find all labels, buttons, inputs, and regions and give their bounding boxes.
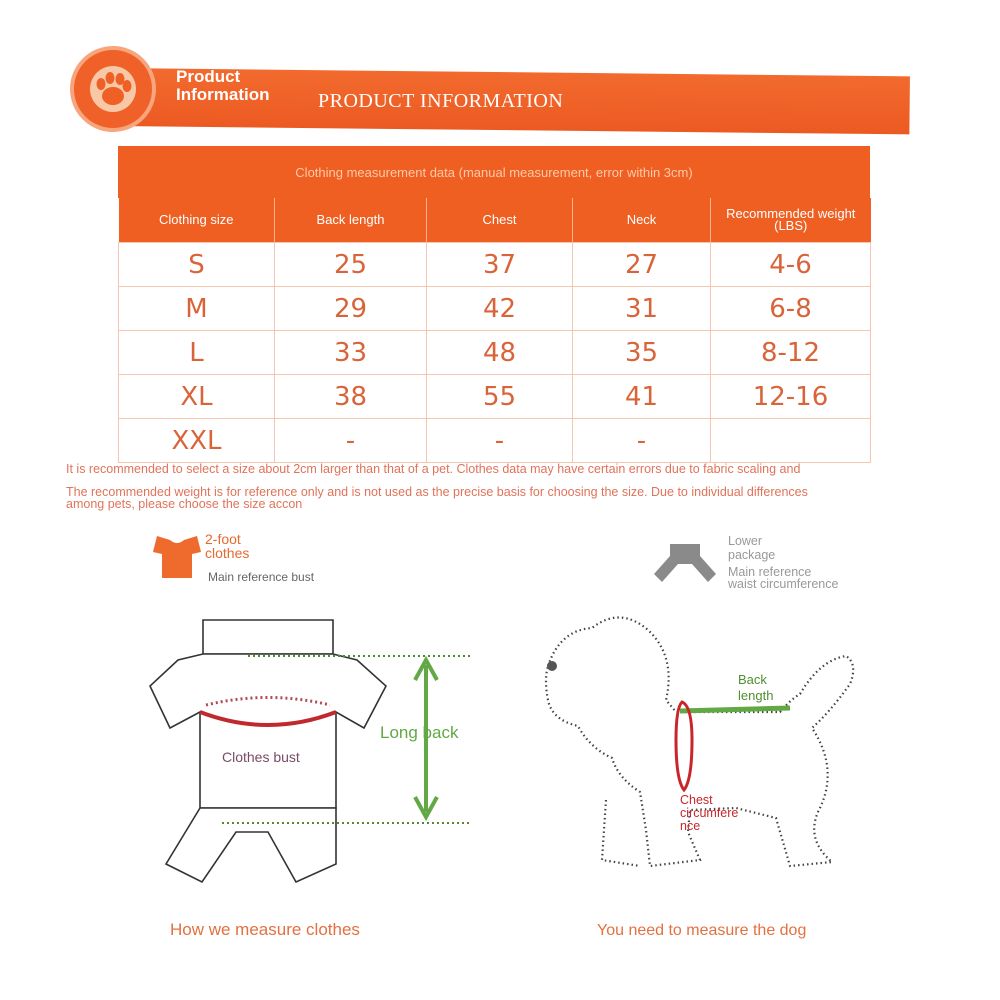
cell-weight: 6-8 <box>711 287 871 331</box>
caption-measure-dog: You need to measure the dog <box>597 922 807 939</box>
cell-weight: 12-16 <box>711 375 871 419</box>
legend-left-title-1: 2-foot <box>205 531 241 547</box>
cell-size: XXL <box>119 419 275 463</box>
header-clothing-size: Clothing size <box>119 198 275 243</box>
cell-back-length: 38 <box>275 375 427 419</box>
legend-right-sub-1: Main reference <box>728 565 812 579</box>
cell-back-length: - <box>275 419 427 463</box>
header-recommended-weight: Recommended weight (LBS) <box>711 198 871 243</box>
note-line1: It is recommended to select a size about 2cm larger than that of a pet. Clothes data may have certain errors due to fabric scaling and <box>66 462 801 476</box>
banner-title-line2: Information <box>176 85 270 104</box>
note-line2: The recommended weight is for reference only and is not used as the precise basis for choosing the size. Due to individual differences <box>66 485 808 499</box>
chest-label-2: circumfere <box>680 806 739 820</box>
chest-label-3: nce <box>680 819 701 833</box>
legend-left-title-2: clothes <box>205 545 250 561</box>
clothes-bust-label: Clothes bust <box>222 749 300 765</box>
legend-right-title-1: Lower <box>728 534 763 548</box>
note-line3: among pets, please choose the size accon <box>66 497 303 511</box>
long-back-label: Long back <box>380 723 459 742</box>
cell-size: XL <box>119 375 275 419</box>
cell-neck: 31 <box>573 287 711 331</box>
cell-chest: 48 <box>427 331 573 375</box>
legend-right-title-2: package <box>728 548 776 562</box>
cell-neck: 41 <box>573 375 711 419</box>
legend-left-sub: Main reference bust <box>208 570 315 584</box>
table-caption: Clothing measurement data (manual measurement, error within 3cm) <box>118 146 870 198</box>
cell-chest: - <box>427 419 573 463</box>
cell-neck: 27 <box>573 243 711 287</box>
header-neck: Neck <box>573 198 711 243</box>
cell-neck: - <box>573 419 711 463</box>
chest-label-1: Chest <box>680 793 713 807</box>
cell-weight: 8-12 <box>711 331 871 375</box>
banner-title-main: PRODUCT INFORMATION <box>318 90 564 112</box>
cell-neck: 35 <box>573 331 711 375</box>
cell-back-length: 25 <box>275 243 427 287</box>
cell-chest: 42 <box>427 287 573 331</box>
cell-back-length: 33 <box>275 331 427 375</box>
caption-how-we-measure: How we measure clothes <box>170 920 360 939</box>
back-length-label-2: length <box>738 688 774 703</box>
cell-size: L <box>119 331 275 375</box>
cell-weight: 4-6 <box>711 243 871 287</box>
cell-size: M <box>119 287 275 331</box>
back-length-label-1: Back <box>738 672 767 687</box>
cell-back-length: 29 <box>275 287 427 331</box>
cell-chest: 37 <box>427 243 573 287</box>
banner-title-line1: Product <box>176 67 241 86</box>
header-back-length: Back length <box>275 198 427 243</box>
header-chest: Chest <box>427 198 573 243</box>
cell-chest: 55 <box>427 375 573 419</box>
legend-right-sub-2: waist circumference <box>728 577 839 591</box>
cell-size: S <box>119 243 275 287</box>
